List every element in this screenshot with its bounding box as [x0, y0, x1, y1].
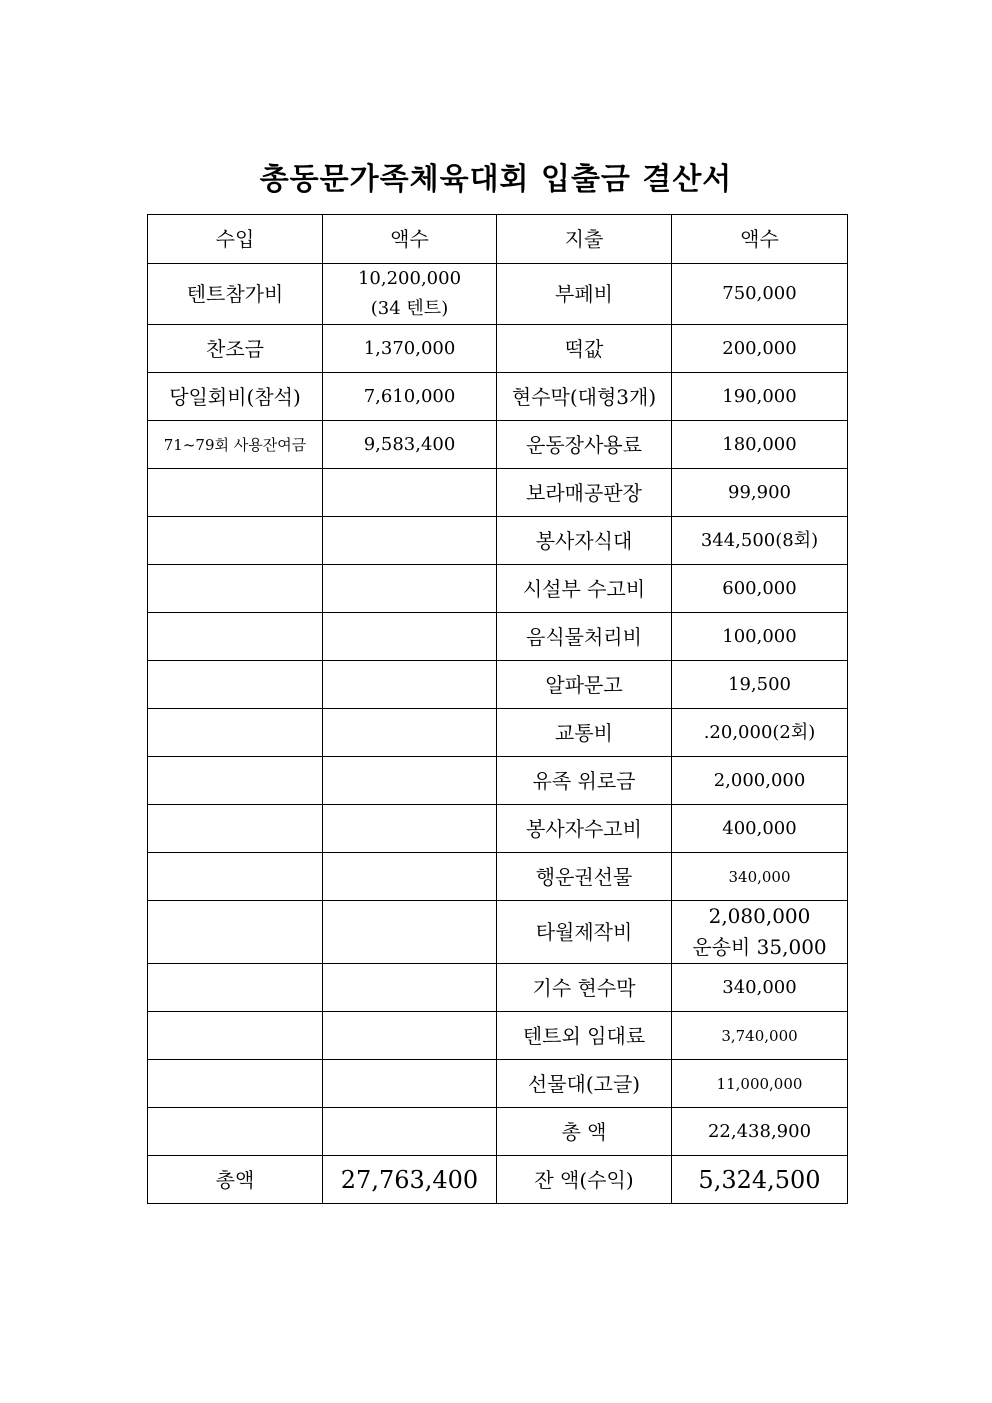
expense-amount: 344,500(8회) — [672, 517, 848, 565]
expense-item: 선물대(고글) — [497, 1060, 672, 1108]
table-row — [148, 661, 848, 709]
expense-amount: 200,000 — [672, 325, 848, 373]
expense-amount: 600,000 — [672, 565, 848, 613]
income-amount — [323, 517, 497, 565]
income-item — [148, 469, 323, 517]
income-amount-value: 10,200,000 — [357, 268, 462, 289]
table-row — [148, 1012, 848, 1060]
expense-amount: 2,000,000 — [672, 757, 848, 805]
table-row — [148, 565, 848, 613]
income-item: 당일회비(참석) — [148, 373, 323, 421]
income-amount: 1,370,000 — [323, 325, 497, 373]
expense-amount-note: 운송비 35,000 — [692, 935, 827, 959]
income-item — [148, 661, 323, 709]
income-item: 텐트참가비 — [148, 264, 323, 325]
expense-item: 현수막(대형3개) — [497, 373, 672, 421]
income-item — [148, 901, 323, 964]
expense-item: 알파문고 — [497, 661, 672, 709]
income-amount: 9,583,400 — [323, 421, 497, 469]
income-item — [148, 1012, 323, 1060]
table-row — [148, 964, 848, 1012]
table-row — [148, 517, 848, 565]
income-item — [148, 1060, 323, 1108]
table-row — [148, 805, 848, 853]
table-row — [148, 757, 848, 805]
income-total-value: 27,763,400 — [323, 1156, 497, 1204]
expense-total-value: 22,438,900 — [672, 1108, 848, 1156]
balance-label: 잔 액(수익) — [497, 1156, 672, 1204]
table-row — [148, 264, 848, 325]
table-row — [148, 709, 848, 757]
expense-item: 떡값 — [497, 325, 672, 373]
balance-value: 5,324,500 — [672, 1156, 848, 1204]
expense-item: 교통비 — [497, 709, 672, 757]
income-amount — [323, 661, 497, 709]
expense-amount: 750,000 — [672, 264, 848, 325]
income-amount — [323, 565, 497, 613]
expense-amount: 100,000 — [672, 613, 848, 661]
income-item: 찬조금 — [148, 325, 323, 373]
income-amount — [323, 709, 497, 757]
expense-item: 운동장사용료 — [497, 421, 672, 469]
expense-item: 유족 위로금 — [497, 757, 672, 805]
expense-item: 부페비 — [497, 264, 672, 325]
expense-amount: 340,000 — [672, 853, 848, 901]
expense-amount: 19,500 — [672, 661, 848, 709]
expense-item: 음식물처리비 — [497, 613, 672, 661]
income-amount — [323, 1108, 497, 1156]
table-row — [148, 853, 848, 901]
expense-item: 타월제작비 — [497, 901, 672, 964]
document-title: 총동문가족체육대회 입출금 결산서 — [259, 162, 733, 197]
income-amount — [323, 805, 497, 853]
table-row — [148, 1060, 848, 1108]
table-row — [148, 613, 848, 661]
expense-item: 보라매공판장 — [497, 469, 672, 517]
income-amount — [323, 469, 497, 517]
expense-item: 기수 현수막 — [497, 964, 672, 1012]
income-amount: 7,610,000 — [323, 373, 497, 421]
expense-amount: 190,000 — [672, 373, 848, 421]
income-amount-column-header: 액수 — [323, 215, 497, 264]
expense-amount: 3,740,000 — [672, 1012, 848, 1060]
expense-item: 봉사자식대 — [497, 517, 672, 565]
income-amount — [323, 901, 497, 964]
table-row — [148, 325, 848, 373]
expense-amount — [672, 901, 848, 964]
expense-amount: 180,000 — [672, 421, 848, 469]
table-row — [148, 901, 848, 964]
table-row — [148, 469, 848, 517]
income-total-label: 총액 — [148, 1156, 323, 1204]
income-amount — [323, 853, 497, 901]
expense-amount: 11,000,000 — [672, 1060, 848, 1108]
expense-amount: 340,000 — [672, 964, 848, 1012]
expense-item: 텐트외 임대료 — [497, 1012, 672, 1060]
expense-item: 행운권선물 — [497, 853, 672, 901]
income-item: 71~79회 사용잔여금 — [148, 421, 323, 469]
expense-amount-value: 2,080,000 — [708, 904, 811, 928]
income-item — [148, 805, 323, 853]
summary-row — [148, 1156, 848, 1204]
income-item — [148, 853, 323, 901]
expense-amount-column-header: 액수 — [672, 215, 848, 264]
income-item — [148, 517, 323, 565]
income-item — [148, 964, 323, 1012]
expense-column-header: 지출 — [497, 215, 672, 264]
income-item — [148, 613, 323, 661]
table-row — [148, 421, 848, 469]
expense-total-row — [148, 1108, 848, 1156]
table-header-row — [148, 215, 848, 264]
income-amount — [323, 1012, 497, 1060]
income-item — [148, 565, 323, 613]
income-amount-note: (34 텐트) — [370, 298, 449, 319]
expense-amount: 400,000 — [672, 805, 848, 853]
income-amount — [323, 964, 497, 1012]
income-amount — [323, 1060, 497, 1108]
expense-amount: 99,900 — [672, 469, 848, 517]
expense-item: 시설부 수고비 — [497, 565, 672, 613]
income-item — [148, 757, 323, 805]
expense-amount: .20,000(2회) — [672, 709, 848, 757]
settlement-table — [147, 214, 848, 1204]
table-row — [148, 373, 848, 421]
income-amount — [323, 757, 497, 805]
income-item — [148, 709, 323, 757]
income-amount — [323, 264, 497, 325]
expense-total-label: 총 액 — [497, 1108, 672, 1156]
income-item — [148, 1108, 323, 1156]
expense-item: 봉사자수고비 — [497, 805, 672, 853]
income-column-header: 수입 — [148, 215, 323, 264]
income-amount — [323, 613, 497, 661]
